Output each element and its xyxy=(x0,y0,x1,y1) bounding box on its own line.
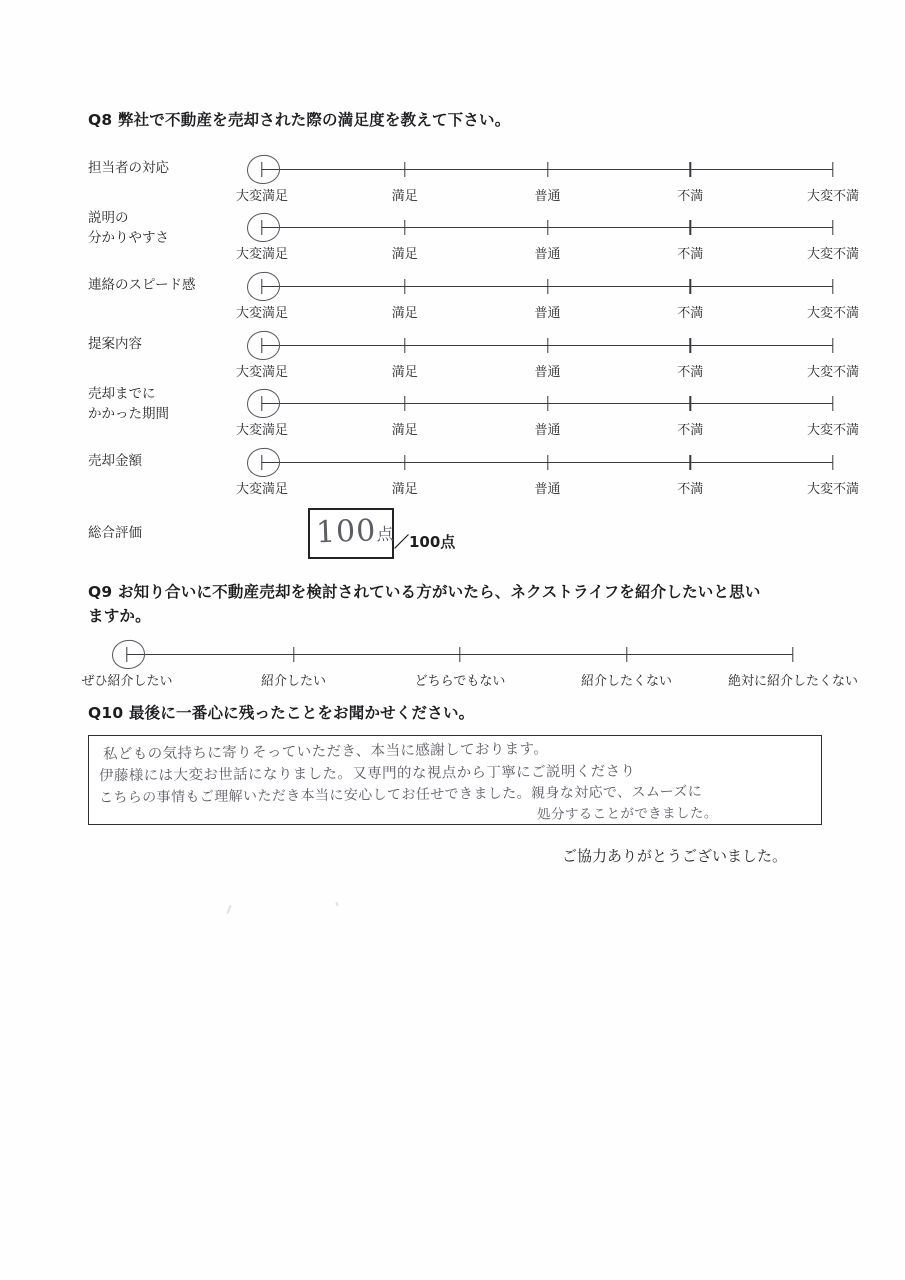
q8-row0-tick-4[interactable] xyxy=(832,162,833,177)
comment-line-2: 伊藤様には大変お世話になりました。又専門的な視点から丁寧にご説明くださり xyxy=(98,763,636,785)
q8-row2-tick-3[interactable] xyxy=(690,279,691,294)
q8-row4-tick-label-0: 大変満足 xyxy=(235,423,289,438)
q8-row3-tick-label-2: 普通 xyxy=(534,365,561,380)
q8-row1-tick-3[interactable] xyxy=(690,220,691,235)
q9-tick-label-4: 絶対に紹介したくない xyxy=(727,674,859,689)
q8-row5-tick-0[interactable] xyxy=(261,455,262,470)
q8-row3-tick-1[interactable] xyxy=(404,338,405,353)
q8-row-label-3: 提案内容 xyxy=(88,336,142,352)
q8-heading: Q8 弊社で不動産を売却された際の満足度を教えて下さい。 xyxy=(88,111,511,129)
q8-row0-tick-label-0: 大変満足 xyxy=(235,189,289,204)
q8-row-label-4: 売却までに かかった期間 xyxy=(88,386,169,422)
q8-row-0 xyxy=(88,155,860,215)
q8-row4-tick-4[interactable] xyxy=(832,396,833,411)
q8-row-2 xyxy=(88,272,860,332)
q8-row1-tick-4[interactable] xyxy=(832,220,833,235)
q8-row0-tick-label-1: 満足 xyxy=(391,189,418,204)
q9-tick-0[interactable] xyxy=(126,647,127,662)
q8-row2-tick-label-2: 普通 xyxy=(534,306,561,321)
q8-row5-tick-1[interactable] xyxy=(404,455,405,470)
q8-row2-tick-0[interactable] xyxy=(261,279,262,294)
q8-row5-tick-label-0: 大変満足 xyxy=(235,482,289,497)
q8-row2-tick-label-4: 大変不満 xyxy=(806,306,860,321)
q8-row-label-5: 売却金額 xyxy=(88,453,142,469)
q8-row0-tick-2[interactable] xyxy=(547,162,548,177)
q8-row-label-0: 担当者の対応 xyxy=(88,160,169,176)
q8-scale-0[interactable] xyxy=(235,169,860,204)
q8-row-label-2: 連絡のスピード感 xyxy=(88,277,196,293)
comment-line-4: 処分することができました。 xyxy=(536,805,718,823)
q8-row1-tick-1[interactable] xyxy=(404,220,405,235)
q8-row0-tick-label-3: 不満 xyxy=(677,189,704,204)
q9-tick-1[interactable] xyxy=(293,647,294,662)
q8-row5-tick-2[interactable] xyxy=(547,455,548,470)
q8-row1-tick-2[interactable] xyxy=(547,220,548,235)
q8-row3-tick-3[interactable] xyxy=(690,338,691,353)
scan-speckle xyxy=(226,905,231,914)
q9-tick-label-1: 紹介したい xyxy=(260,674,327,689)
q8-row4-tick-3[interactable] xyxy=(690,396,691,411)
q9-tick-label-2: どちらでもない xyxy=(414,674,506,689)
q8-row3-tick-4[interactable] xyxy=(832,338,833,353)
q8-row-3 xyxy=(88,331,860,391)
q8-row4-tick-label-3: 不満 xyxy=(677,423,704,438)
q8-row-1 xyxy=(88,210,860,273)
q8-row-label-1: 説明の 分かりやすさ xyxy=(88,210,169,246)
q8-row4-tick-0[interactable] xyxy=(261,396,262,411)
q8-scale-1[interactable] xyxy=(235,227,860,262)
q9-tick-2[interactable] xyxy=(459,647,460,662)
q8-row4-tick-1[interactable] xyxy=(404,396,405,411)
q8-row3-tick-label-1: 満足 xyxy=(391,365,418,380)
q8-row0-tick-1[interactable] xyxy=(404,162,405,177)
q8-row4-tick-label-2: 普通 xyxy=(534,423,561,438)
q8-scale-2[interactable] xyxy=(235,286,860,321)
q9-heading-line2: ますか。 xyxy=(88,607,151,625)
q8-scale-3[interactable] xyxy=(235,345,860,380)
q9-heading-line1: Q9 お知り合いに不動産売却を検討されている方がいたら、ネクストライフを紹介したいと思い xyxy=(88,583,761,601)
q8-row4-tick-label-1: 満足 xyxy=(391,423,418,438)
scan-speckle xyxy=(335,902,338,906)
q9-tick-label-3: 紹介したくない xyxy=(580,674,673,689)
q8-row4-tick-label-4: 大変不満 xyxy=(806,423,860,438)
q8-row3-tick-2[interactable] xyxy=(547,338,548,353)
q8-row2-tick-label-0: 大変満足 xyxy=(235,306,289,321)
q8-row-4 xyxy=(88,386,860,449)
q9-tick-4[interactable] xyxy=(792,647,793,662)
comment-line-3: こちらの事情もご理解いただき本当に安心してお任せできました。親身な対応で、スムーズに xyxy=(98,783,703,807)
overall-score-max: ／100点 xyxy=(394,533,456,551)
q8-row3-tick-label-3: 不満 xyxy=(677,365,704,380)
q8-row0-tick-label-2: 普通 xyxy=(534,189,561,204)
q8-row5-tick-label-2: 普通 xyxy=(534,482,561,497)
q8-scale-5[interactable] xyxy=(235,462,860,497)
q8-row2-tick-4[interactable] xyxy=(832,279,833,294)
q8-row3-tick-label-0: 大変満足 xyxy=(235,365,289,380)
q8-row1-tick-label-0: 大変満足 xyxy=(235,247,289,262)
overall-rating-label: 総合評価 xyxy=(88,525,142,541)
q9-tick-3[interactable] xyxy=(626,647,627,662)
closing-message: ご協力ありがとうございました。 xyxy=(562,847,788,865)
q9-tick-label-0: ぜひ紹介したい xyxy=(81,674,173,689)
q8-row5-tick-label-1: 満足 xyxy=(391,482,418,497)
q8-row0-tick-3[interactable] xyxy=(690,162,691,177)
q8-row1-tick-label-4: 大変不満 xyxy=(806,247,860,262)
q8-row3-tick-0[interactable] xyxy=(261,338,262,353)
q8-row3-tick-label-4: 大変不満 xyxy=(806,365,860,380)
overall-score-handwriting xyxy=(315,513,393,551)
q10-comment-box[interactable] xyxy=(88,735,822,825)
q8-scale-4[interactable] xyxy=(235,403,860,438)
q8-row5-tick-4[interactable] xyxy=(832,455,833,470)
q8-row5-tick-3[interactable] xyxy=(690,455,691,470)
q8-row4-tick-2[interactable] xyxy=(547,396,548,411)
q8-row1-tick-label-3: 不満 xyxy=(677,247,704,262)
q8-row1-tick-label-2: 普通 xyxy=(534,247,561,262)
q8-row2-tick-1[interactable] xyxy=(404,279,405,294)
overall-score-unit: 点 xyxy=(376,524,394,546)
q8-row0-tick-0[interactable] xyxy=(261,162,262,177)
q8-row-5 xyxy=(88,448,860,508)
q8-row0-tick-label-4: 大変不満 xyxy=(806,189,860,204)
q9-rating-scale[interactable] xyxy=(81,654,859,689)
overall-score-box[interactable] xyxy=(308,508,394,559)
q8-row1-tick-0[interactable] xyxy=(261,220,262,235)
q8-row2-tick-label-1: 満足 xyxy=(391,306,418,321)
q8-row2-tick-label-3: 不満 xyxy=(677,306,704,321)
q8-row5-tick-label-4: 大変不満 xyxy=(806,482,860,497)
q8-row5-tick-label-3: 不満 xyxy=(677,482,704,497)
q8-row2-tick-2[interactable] xyxy=(547,279,548,294)
q8-row1-tick-label-1: 満足 xyxy=(391,247,418,262)
q10-heading: Q10 最後に一番心に残ったことをお聞かせください。 xyxy=(88,704,475,722)
overall-score-value: 100 xyxy=(315,513,377,551)
comment-line-1: 私どもの気持ちに寄りそっていただき、本当に感謝しております。 xyxy=(102,741,549,763)
